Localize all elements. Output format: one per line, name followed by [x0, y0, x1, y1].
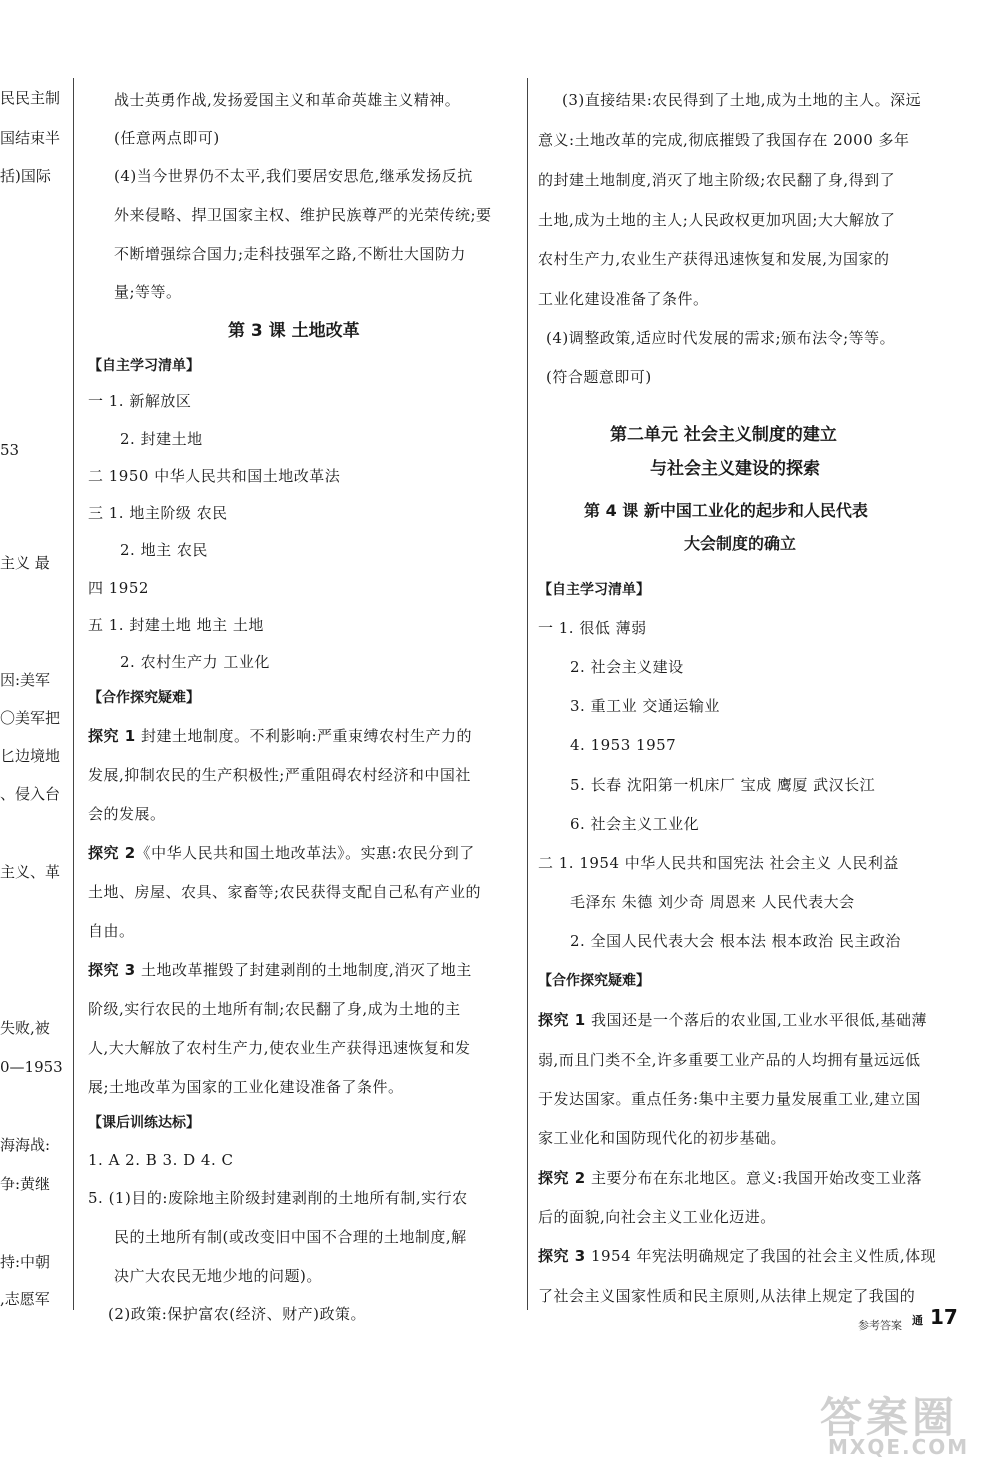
explore-line	[538, 1246, 936, 1266]
fragment-line: 〇美军把	[0, 709, 61, 727]
list-item: 6. 社会主义工业化	[570, 815, 700, 833]
explore-line	[88, 726, 472, 746]
fragment-line: 国结束半	[0, 129, 61, 147]
list-item: 毛泽东 朱德 刘少奇 周恩来 人民代表大会	[570, 893, 855, 911]
explore-text: 土地改革摧毁了封建剥削的土地制度,消灭了地主	[135, 961, 472, 979]
explore-line: 弱,而且门类不全,许多重要工业产品的人均拥有量远远低	[538, 1051, 921, 1069]
list-item: 2. 全国人民代表大会 根本法 根本政治 民主政治	[570, 932, 901, 950]
explore-label: 探究 2	[88, 844, 136, 862]
section-header: 【自主学习清单】	[88, 358, 200, 374]
answer-line: 5. (1)目的:废除地主阶级封建剥削的土地所有制,实行农	[88, 1189, 468, 1207]
explore-line	[538, 1010, 927, 1030]
explore-line: 阶级,实行农民的土地所有制;农民翻了身,成为土地的主	[88, 1000, 461, 1018]
unit-title: 第二单元 社会主义制度的建立	[610, 425, 837, 445]
fragment-line: 海海战:	[0, 1136, 51, 1154]
explore-label: 探究 3	[88, 961, 136, 979]
list-item: 2. 社会主义建设	[570, 658, 684, 676]
text-line: 不断增强综合国力;走科技强军之路,不断壮大国防力	[114, 245, 466, 263]
text-line: 农村生产力,农业生产获得迅速恢复和发展,为国家的	[538, 250, 890, 268]
list-item: 一 1. 新解放区	[88, 392, 192, 410]
watermark-logo: 答案圈	[820, 1393, 959, 1442]
explore-line: 土地、房屋、农具、家畜等;农民获得支配自己私有产业的	[88, 883, 482, 901]
fragment-line: 、侵入台	[0, 785, 61, 803]
fragment-line: 0—1953	[0, 1058, 63, 1076]
watermark	[810, 1385, 990, 1465]
fragment-line: 民民主制	[0, 89, 61, 107]
lesson-title: 大会制度的确立	[684, 534, 797, 553]
watermark-url: MXQE.COM	[828, 1435, 970, 1459]
answer-line: 民的土地所有制(或改变旧中国不合理的土地制度,解	[114, 1228, 467, 1246]
section-header: 【合作探究疑难】	[88, 690, 200, 706]
text-line: 的封建土地制度,消灭了地主阶级;农民翻了身,得到了	[538, 171, 896, 189]
explore-label: 探究 1	[538, 1011, 586, 1029]
explore-line: 后的面貌,向社会主义工业化迈进。	[538, 1208, 776, 1226]
list-item: 五 1. 封建土地 地主 土地	[88, 616, 264, 634]
explore-line	[538, 1168, 922, 1188]
explore-label: 探究 2	[538, 1169, 586, 1187]
unit-title: 与社会主义建设的探索	[650, 459, 820, 479]
fragment-line: 持:中朝	[0, 1253, 51, 1271]
explore-line: 家工业化和国防现代化的初步基础。	[538, 1129, 787, 1147]
text-line: 工业化建设准备了条件。	[538, 290, 709, 308]
column-divider	[73, 78, 74, 1310]
text-line: 战士英勇作战,发扬爱国主义和革命英雄主义精神。	[114, 91, 461, 109]
fragment-line: 争:黄继	[0, 1175, 51, 1193]
answer-line: (2)政策:保护富农(经济、财产)政策。	[108, 1305, 367, 1323]
text-line: (任意两点即可)	[114, 129, 220, 147]
text-line: 外来侵略、捍卫国家主权、维护民族尊严的光荣传统;要	[114, 206, 492, 224]
answer-line: 1. A 2. B 3. D 4. C	[88, 1151, 234, 1169]
explore-text: 我国还是一个落后的农业国,工业水平很低,基础薄	[585, 1011, 927, 1029]
lesson-title: 第 4 课 新中国工业化的起步和人民代表	[584, 501, 868, 520]
list-item: 三 1. 地主阶级 农民	[88, 504, 228, 522]
list-item: 四 1952	[88, 579, 149, 597]
section-header: 【合作探究疑难】	[538, 973, 650, 989]
explore-line: 了社会主义国家性质和民主原则,从法律上规定了我国的	[538, 1287, 916, 1305]
fragment-line: 因:美军	[0, 671, 51, 689]
explore-line: 人,大大解放了农村生产力,使农业生产获得迅速恢复和发	[88, 1039, 471, 1057]
fragment-line: 匕边境地	[0, 747, 61, 765]
column-divider	[527, 78, 528, 1310]
section-header: 【自主学习清单】	[538, 582, 650, 598]
explore-text: 主要分布在东北地区。意义:我国开始改变工业落	[585, 1169, 922, 1187]
list-item: 4. 1953 1957	[570, 736, 677, 754]
fragment-line: 主义 最	[0, 554, 50, 572]
explore-line: 发展,抑制农民的生产积极性;严重阻碍农村经济和中国社	[88, 766, 471, 784]
fragment-line: 主义、革	[0, 863, 61, 881]
list-item: 2. 地主 农民	[120, 541, 208, 559]
explore-line	[88, 843, 475, 863]
explore-text: 1954 年宪法明确规定了我国的社会主义性质,体现	[585, 1247, 937, 1265]
list-item: 3. 重工业 交通运输业	[570, 697, 720, 715]
page-number: 17	[930, 1305, 958, 1329]
explore-text: 封建土地制度。不利影响:严重束缚农村生产力的	[135, 727, 472, 745]
list-item: 二 1950 中华人民共和国土地改革法	[88, 467, 341, 485]
explore-line	[88, 960, 472, 980]
text-line: 土地,成为土地的主人;人民政权更加巩固;大大解放了	[538, 211, 896, 229]
list-item: 2. 封建土地	[120, 430, 203, 448]
fragment-line: ,志愿军	[0, 1290, 50, 1308]
list-item: 二 1. 1954 中华人民共和国宪法 社会主义 人民利益	[538, 854, 899, 872]
text-line: (3)直接结果:农民得到了土地,成为土地的主人。深远	[562, 91, 922, 109]
fragment-line: 括)国际	[0, 167, 51, 185]
text-line: (符合题意即可)	[546, 368, 652, 386]
explore-line: 于发达国家。重点任务:集中主要力量发展重工业,建立国	[538, 1090, 921, 1108]
section-header: 【课后训练达标】	[88, 1115, 200, 1131]
text-line: (4)调整政策,适应时代发展的需求;颁布法令;等等。	[546, 329, 896, 347]
lesson-title: 第 3 课 土地改革	[228, 321, 360, 341]
footer-label: 参考答案	[858, 1319, 902, 1332]
list-item: 2. 农村生产力 工业化	[120, 653, 270, 671]
fragment-line: 失败,被	[0, 1019, 50, 1037]
explore-text: 《中华人民共和国土地改革法》。实惠:农民分到了	[135, 844, 475, 862]
page-prefix: 通	[912, 1314, 923, 1327]
fragment-line: 53	[0, 441, 20, 459]
explore-line: 展;土地改革为国家的工业化建设准备了条件。	[88, 1078, 404, 1096]
explore-label: 探究 3	[538, 1247, 586, 1265]
explore-label: 探究 1	[88, 727, 136, 745]
text-line: 意义:土地改革的完成,彻底摧毁了我国存在 2000 多年	[538, 131, 910, 149]
list-item: 一 1. 很低 薄弱	[538, 619, 647, 637]
explore-line: 自由。	[88, 922, 135, 940]
text-line: (4)当今世界仍不太平,我们要居安思危,继承发扬反抗	[114, 167, 473, 185]
list-item: 5. 长春 沈阳第一机床厂 宝成 鹰厦 武汉长江	[570, 776, 876, 794]
answer-line: 决广大农民无地少地的问题)。	[114, 1267, 322, 1285]
explore-line: 会的发展。	[88, 805, 166, 823]
text-line: 量;等等。	[114, 283, 182, 301]
